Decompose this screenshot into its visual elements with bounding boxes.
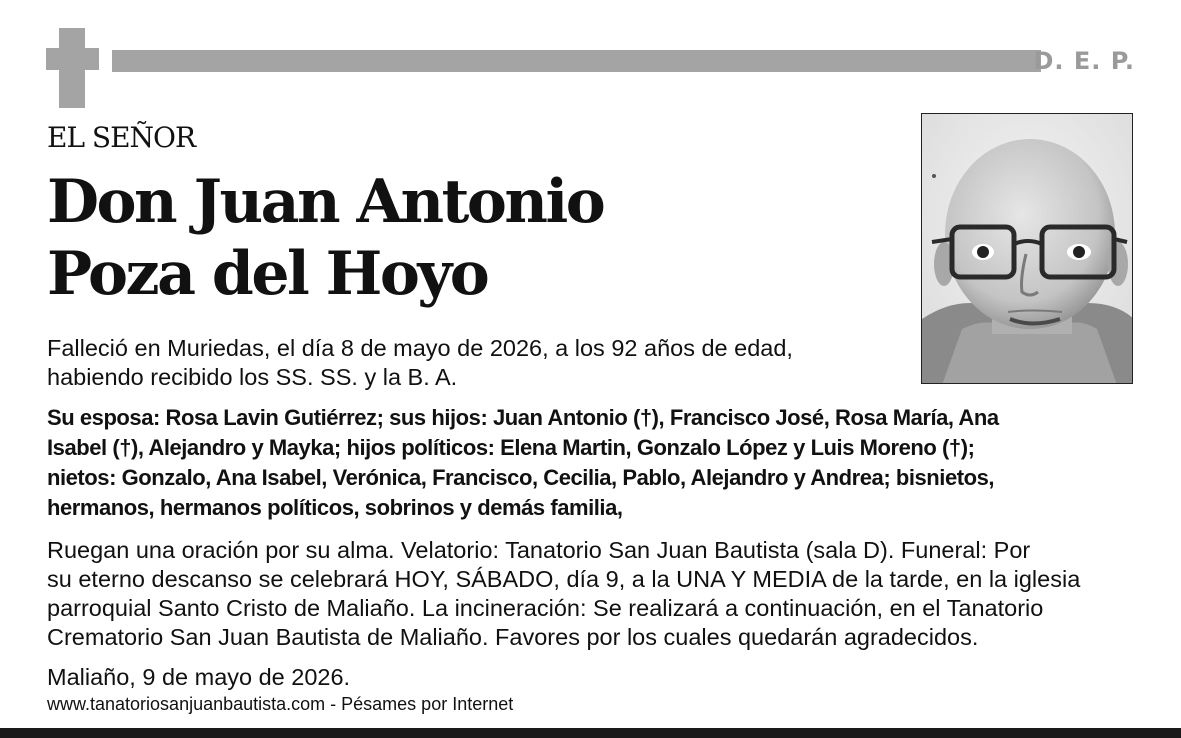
death-line-1: Falleció en Muriedas, el día 8 de mayo de 2026, a los 92 años de edad, — [47, 335, 793, 361]
funeral-line-2: su eterno descanso se celebrará HOY, SÁBADO, día 9, a la UNA Y MEDIA de la tarde, en la iglesia — [47, 566, 1081, 592]
footer-rule — [0, 728, 1181, 738]
dep-label: D. E. P. — [1033, 47, 1135, 75]
family-list — [47, 403, 1137, 523]
death-notice — [47, 334, 907, 392]
family-line-1: Su esposa: Rosa Lavin Gutiérrez; sus hijos: Juan Antonio (†), Francisco José, Rosa María, Ana — [47, 405, 999, 430]
deceased-name — [47, 166, 907, 310]
family-line-3: nietos: Gonzalo, Ana Isabel, Verónica, Francisco, Cecilia, Pablo, Alejandro y Andrea; bisnietos, — [47, 465, 995, 490]
funeral-details — [47, 536, 1137, 652]
funeral-line-3: parroquial Santo Cristo de Maliaño. La incineración: Se realizará a continuación, en el Tanatorio — [47, 595, 1044, 621]
death-line-2: habiendo recibido los SS. SS. y la B. A. — [47, 364, 458, 390]
family-line-2: Isabel (†), Alejandro y Mayka; hijos políticos: Elena Martin, Gonzalo López y Luis Moreno (†); — [47, 435, 975, 460]
header-rule — [112, 50, 1041, 72]
cross-horizontal-bar — [46, 48, 99, 70]
name-line-1: Don Juan Antonio — [47, 167, 604, 237]
portrait-photo — [921, 113, 1133, 384]
name-line-2: Poza del Hoyo — [47, 239, 488, 309]
funeral-line-1: Ruegan una oración por su alma. Velatorio: Tanatorio San Juan Bautista (sala D). Funeral: Por — [47, 537, 1031, 563]
family-line-4: hermanos, hermanos políticos, sobrinos y demás familia, — [47, 495, 623, 520]
portrait-image — [922, 114, 1133, 384]
place-date: Maliaño, 9 de mayo de 2026. — [47, 664, 351, 690]
website-link[interactable]: www.tanatoriosanjuanbautista.com - Pésames por Internet — [47, 694, 514, 714]
funeral-line-4: Crematorio San Juan Bautista de Maliaño. Favores por los cuales quedarán agradecidos. — [47, 624, 979, 650]
honorific: EL SEÑOR — [47, 121, 196, 154]
